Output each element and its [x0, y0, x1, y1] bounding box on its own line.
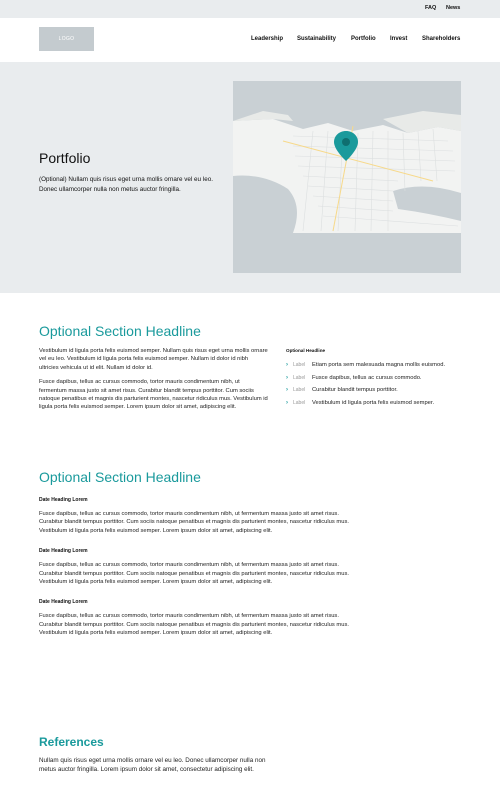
- utility-bar: [0, 0, 500, 18]
- date-entry-text: Fusce dapibus, tellus ac cursus commodo, tortor mauris condimentum nibh, ut fermentum massa justo sit amet risus. Curabitur blandit tempus porttitor. Cum sociis natoque penatibus et magnis dis parturient montes, nascetur ridiculus mus. Vestibulum id ligula porta felis euismod semper. Lorem ipsum dolor sit amet, adipiscing elit.: [39, 511, 349, 534]
- references-text: Nullam quis risus eget urna mollis ornare vel eu leo. Donec ullamcorper nulla non metus auctor fringilla. Lorem ipsum dolor sit amet, consectetur adipiscing elit.: [39, 757, 266, 774]
- sidebar-list-item[interactable]: [286, 359, 466, 372]
- sidebar-item-label: Label: [293, 362, 306, 369]
- nav-sustainability[interactable]: Sustainability: [297, 36, 337, 42]
- news-link[interactable]: News: [446, 5, 461, 11]
- hero-section: [0, 62, 500, 293]
- section-2-headline: Optional Section Headline: [39, 469, 201, 485]
- sidebar-list-item[interactable]: [286, 397, 466, 410]
- date-heading: Date Heading Lorem: [39, 599, 88, 606]
- sidebar-item-label: Label: [293, 400, 306, 407]
- hero-description: (Optional) Nullam quis risus eget urna mollis ornare vel eu leo. Donec ullamcorper nulla non metus auctor fringilla.: [39, 176, 213, 193]
- sidebar-item-text: Etiam porta sem malesuada magna mollis euismod.: [312, 362, 446, 369]
- references-section: [39, 735, 279, 774]
- date-entry-text: Fusce dapibus, tellus ac cursus commodo, tortor mauris condimentum nibh, ut fermentum massa justo sit amet risus. Curabitur blandit tempus porttitor. Cum sociis natoque penatibus et magnis dis parturient montes, nascetur ridiculus mus. Vestibulum id ligula porta felis euismod semper. Lorem ipsum dolor sit amet, adipiscing elit.: [39, 613, 349, 637]
- faq-link[interactable]: FAQ: [425, 5, 437, 11]
- chevron-right-icon: ›: [286, 400, 288, 407]
- sidebar-item-label: Label: [293, 374, 306, 381]
- section-1: [39, 323, 269, 412]
- sidebar-item-text: Fusce dapibus, tellus ac cursus commodo.: [312, 374, 422, 381]
- sidebar-item-label: Label: [293, 387, 306, 394]
- section-1-paragraph: Fusce dapibus, tellus ac cursus commodo, tortor mauris condimentum nibh, ut fermentum massa justo sit amet risus. Curabitur blandit tempus porttitor. Cum sociis natoque penatibus et magnis dis parturient montes, nascetur ridiculus mus. Vestibulum id ligula porta felis euismod semper. Lorem ipsum dolor sit amet, adipiscing elit.: [39, 379, 268, 411]
- nav-invest[interactable]: Invest: [390, 36, 408, 42]
- nav-leadership[interactable]: Leadership: [251, 36, 284, 42]
- map-graphic: [233, 81, 461, 273]
- map-image[interactable]: [233, 81, 461, 273]
- sidebar-item-text: Vestibulum id ligula porta felis euismod semper.: [312, 400, 435, 407]
- chevron-right-icon: ›: [286, 374, 288, 381]
- nav-shareholders[interactable]: Shareholders: [422, 36, 461, 42]
- section-1-headline: Optional Section Headline: [39, 323, 201, 339]
- date-heading: Date Heading Lorem: [39, 497, 88, 503]
- date-heading: Date Heading Lorem: [39, 548, 88, 555]
- references-headline: References: [39, 735, 104, 749]
- nav-portfolio[interactable]: Portfolio: [351, 36, 376, 42]
- sidebar-title: Optional Headline: [286, 348, 326, 353]
- chevron-right-icon: ›: [286, 387, 288, 394]
- section-1-sidebar: [286, 348, 466, 409]
- date-entry-text: Fusce dapibus, tellus ac cursus commodo, tortor mauris condimentum nibh, ut fermentum massa justo sit amet risus. Curabitur blandit tempus porttitor. Cum sociis natoque penatibus et magnis dis parturient montes, nascetur ridiculus mus. Vestibulum id ligula porta felis euismod semper. Lorem ipsum dolor sit amet, adipiscing elit.: [39, 562, 349, 586]
- chevron-right-icon: ›: [286, 362, 288, 369]
- sidebar-item-text: Curabitur blandit tempus porttitor.: [312, 387, 398, 394]
- site-header: [0, 18, 500, 62]
- section-1-paragraph: Vestibulum id ligula porta felis euismod semper. Nullam quis risus eget urna mollis ornare vel eu leo. Vestibulum id ligula porta felis euismod semper. Nullam id dolor id nibh ultricies vehicula ut id elit. Nullam id dolor id.: [39, 348, 268, 371]
- page-title: Portfolio: [39, 150, 91, 166]
- sidebar-list-item[interactable]: [286, 372, 466, 385]
- logo[interactable]: LOGO: [39, 27, 94, 51]
- section-2: [39, 469, 357, 638]
- sidebar-list-item[interactable]: [286, 384, 466, 397]
